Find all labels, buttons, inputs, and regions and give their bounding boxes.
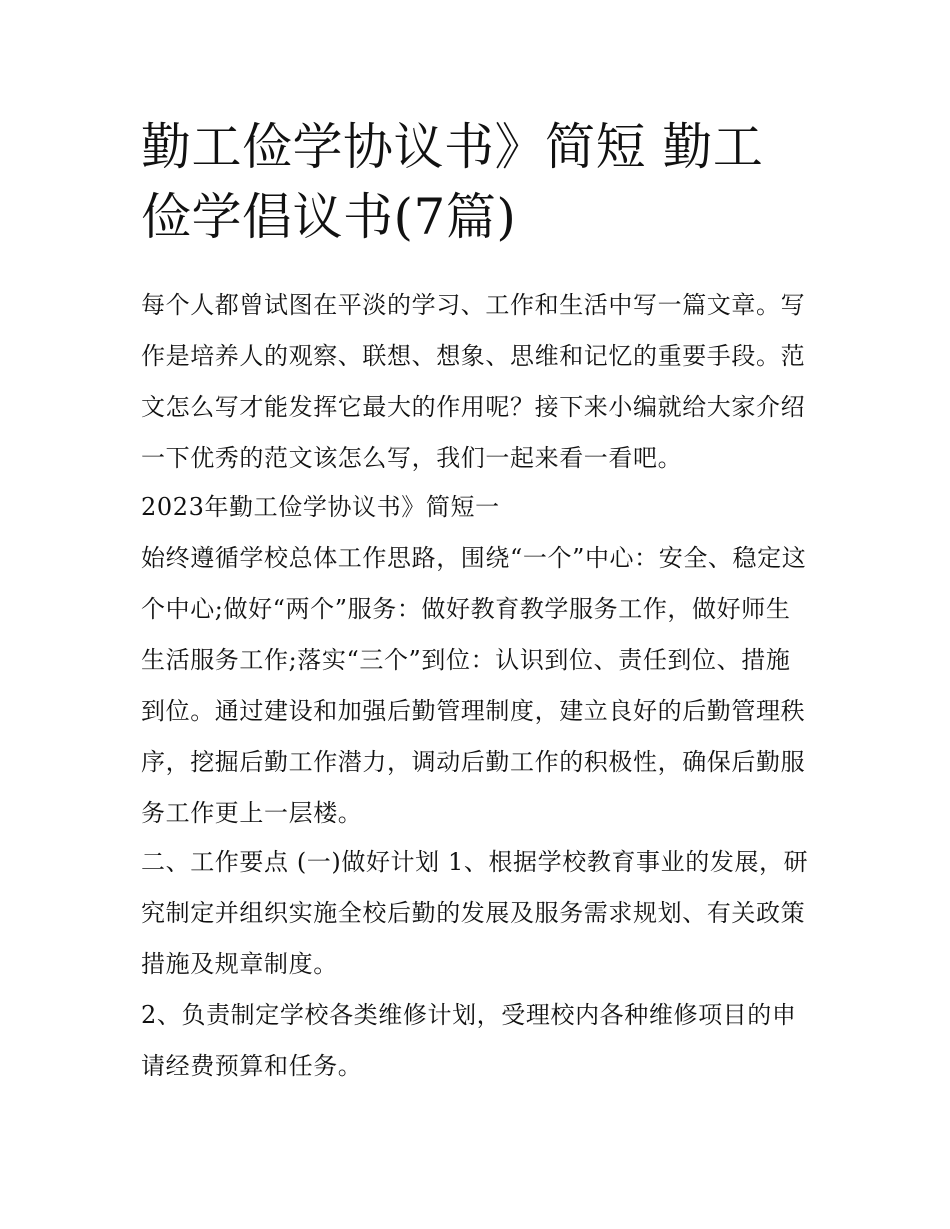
body-paragraph-2: 二、工作要点 (一)做好计划 1、根据学校教育事业的发展，研究制定并组织实施全校后勤的发展及服务需求规划、有关政策措施及规章制度。 [141, 848, 809, 978]
body-paragraph-1: 始终遵循学校总体工作思路，围绕“一个”中心：安全、稳定这个中心;做好“两个”服务：做好教育教学服务工作，做好师生生活服务工作;落实“三个”到位：认识到位、责任到位、措施到位。通过建设和加强后勤管理制度，建立良好的后勤管理秩序，挖掘后勤工作潜力，调动后勤工作的积极性，确保后勤服务工作更上一层楼。 [141, 544, 807, 827]
intro-paragraph: 每个人都曾试图在平淡的学习、工作和生活中写一篇文章。写作是培养人的观察、联想、想象、思维和记忆的重要手段。范文怎么写才能发挥它最大的作用呢？接下来小编就给大家介绍一下优秀的范文该怎么写，我们一起来看一看吧。 [141, 291, 806, 472]
document-title: 勤工俭学协议书》简短 勤工俭学倡议书(7篇) [141, 118, 764, 246]
body-paragraph-3: 2、负责制定学校各类维修计划，受理校内各种维修项目的申请经费预算和任务。 [141, 1001, 797, 1080]
section-heading: 2023年勤工俭学协议书》简短一 [141, 493, 500, 521]
